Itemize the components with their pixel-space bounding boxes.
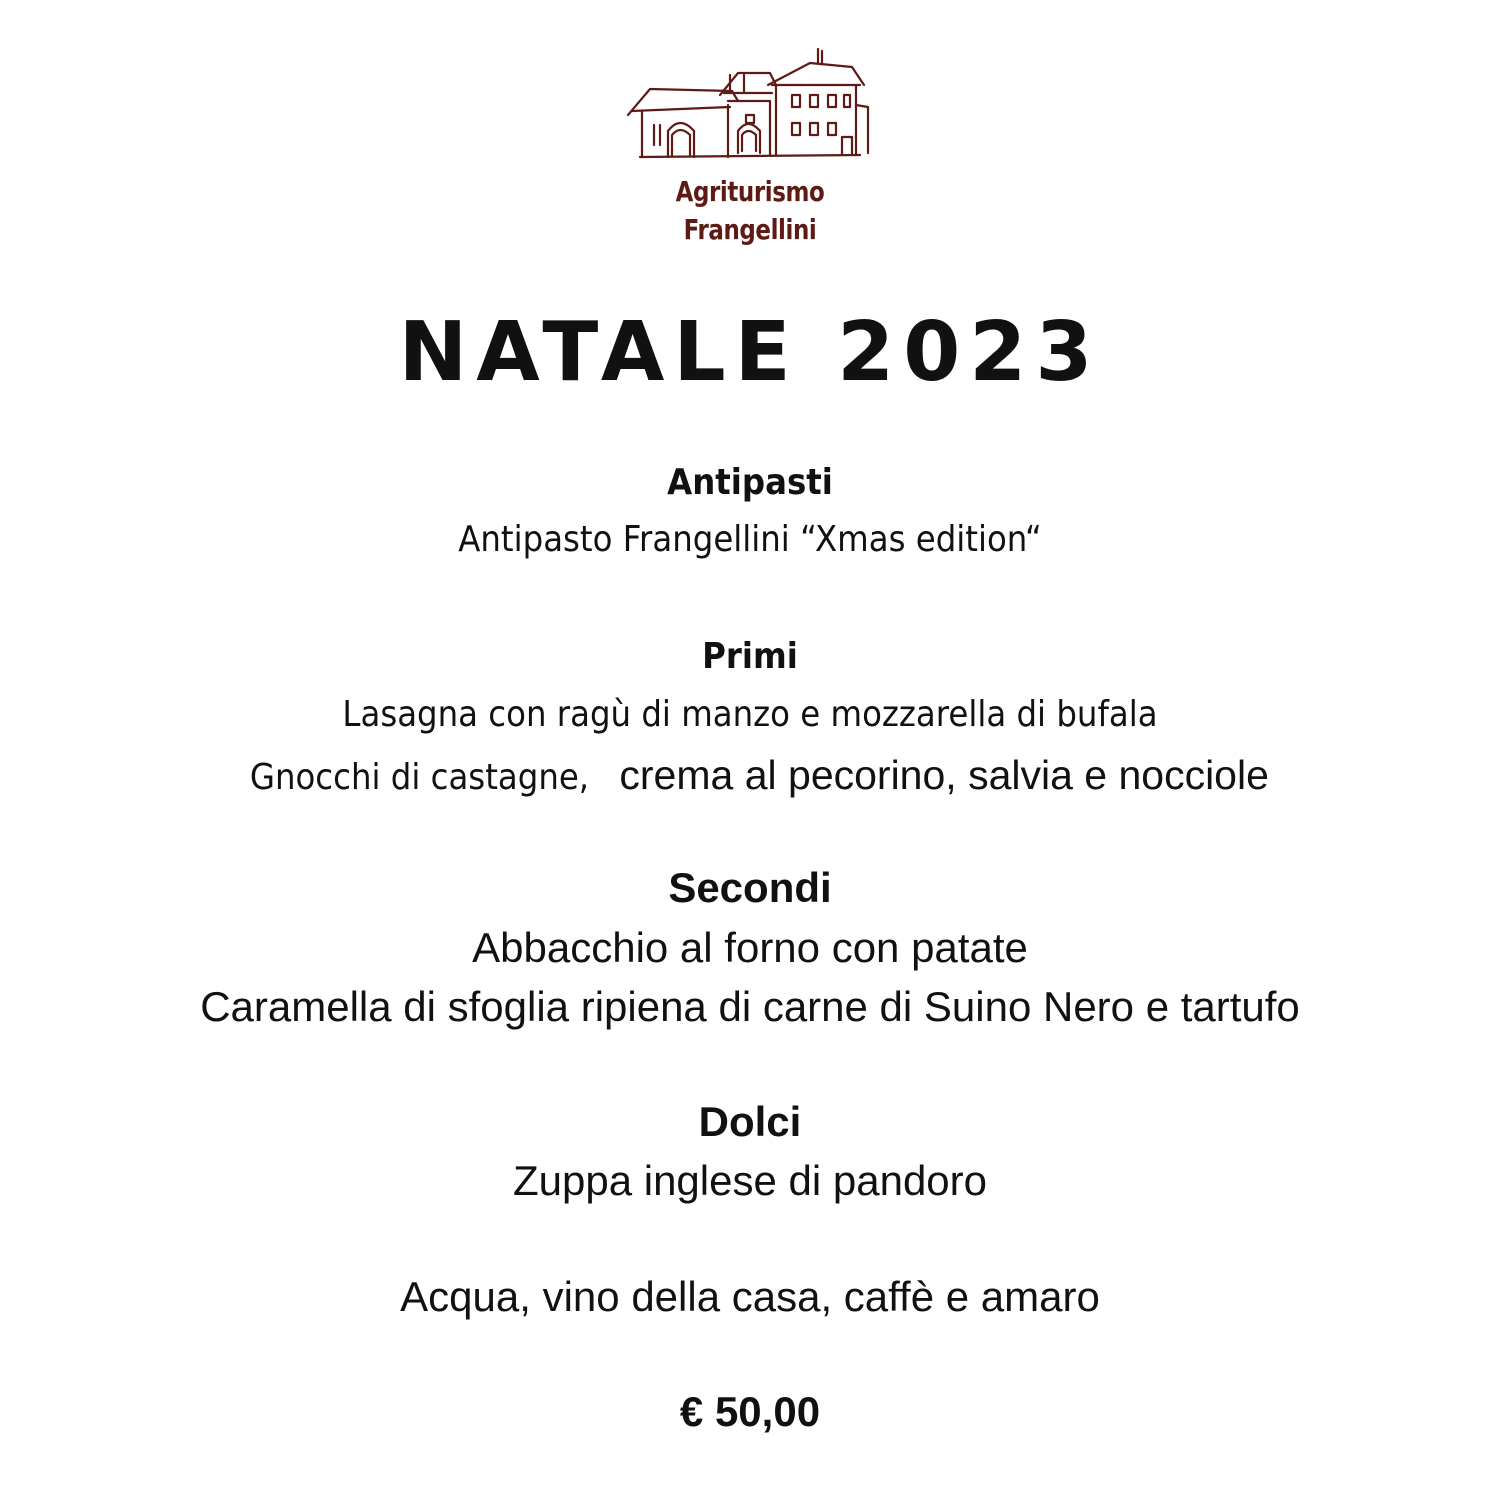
section-heading-primi: Primi — [702, 636, 798, 677]
menu-item-gnocchi — [0, 752, 1500, 799]
menu-item-gnocchi-part2: crema al pecorino, salvia e nocciole — [608, 752, 1269, 798]
menu-item-lasagna: Lasagna con ragù di manzo e mozzarella di bufala — [342, 694, 1158, 735]
menu-item-abbacchio: Abbacchio al forno con patate — [472, 924, 1028, 971]
brand-name-line1: Agriturismo — [675, 175, 825, 208]
section-heading-secondi: Secondi — [668, 864, 832, 911]
drinks-line: Acqua, vino della casa, caffè e amaro — [400, 1273, 1100, 1320]
brand-logo — [620, 45, 880, 255]
section-heading-antipasti: Antipasti — [667, 462, 833, 503]
menu-item-antipasto: Antipasto Frangellini “Xmas edition“ — [458, 519, 1042, 560]
farmhouse-logo-icon — [620, 45, 880, 165]
menu-item-gnocchi-part1: Gnocchi di castagne, — [249, 757, 590, 798]
section-heading-dolci: Dolci — [698, 1098, 802, 1145]
menu-item-zuppa-inglese: Zuppa inglese di pandoro — [512, 1157, 988, 1204]
price: € 50,00 — [679, 1388, 821, 1435]
menu-item-caramella: Caramella di sfoglia ripiena di carne di Suino Nero e tartufo — [200, 983, 1300, 1030]
brand-name-line2: Frangellini — [683, 213, 817, 246]
page-title: NATALE 2023 — [398, 305, 1102, 400]
